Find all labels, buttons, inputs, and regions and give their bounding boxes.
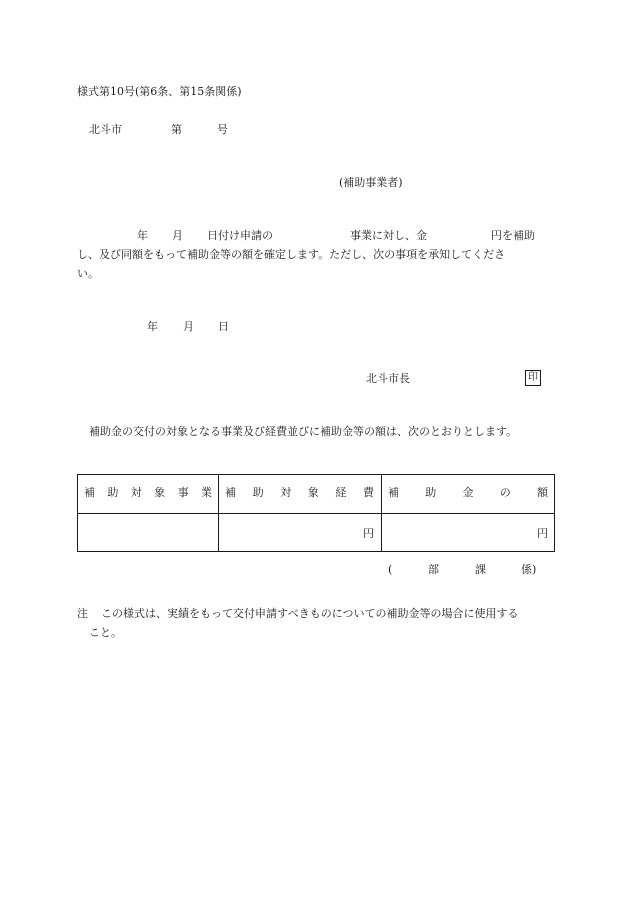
doc-number-go: 号 (217, 123, 228, 136)
note-mark: 注 (77, 607, 88, 620)
header-amount: 補 助 金 の 額 (388, 486, 548, 499)
note-line-2: こと。 (89, 626, 122, 639)
dept-bu: 部 (428, 563, 439, 576)
dept-open: ( (388, 563, 393, 576)
issue-day: 日 (218, 320, 229, 333)
table-col-divider (381, 475, 382, 551)
body-project: 事業に対し、金 (350, 229, 427, 242)
body-month: 月 (172, 229, 183, 242)
note-line-1: この様式は、実績をもって交付申請すべきものについての補助金等の場合に使用する (101, 607, 519, 620)
dept-kakari: 係) (521, 563, 537, 576)
mayor-title: 北斗市長 (366, 372, 410, 385)
body-yen-suffix: 円を補助 (491, 229, 535, 242)
statement: 補助金の交付の対象となる事業及び経費並びに補助金等の額は、次のとおりとします。 (89, 425, 518, 438)
table-col-divider (218, 475, 219, 551)
issue-year: 年 (147, 320, 158, 333)
body-line-3: い。 (77, 267, 99, 280)
body-date-suffix: 日付け申請の (207, 229, 273, 242)
doc-number-dai: 第 (171, 123, 182, 136)
issuer-name: 北斗市 (89, 123, 122, 136)
dept-ka: 課 (475, 563, 486, 576)
header-project: 補 助 対 象 事 業 (84, 486, 212, 499)
seal-mark: 印 (525, 370, 541, 386)
subsidy-table (77, 474, 555, 552)
recipient-label: (補助事業者) (339, 176, 403, 189)
expense-yen: 円 (363, 527, 374, 540)
form-number: 様式第10号(第6条、第15条関係) (77, 85, 242, 98)
issue-month: 月 (183, 320, 194, 333)
header-expense: 補 助 対 象 経 費 (225, 486, 374, 499)
amount-yen: 円 (537, 527, 548, 540)
body-line-2: し、及び同額をもって補助金等の額を確定します。ただし、次の事項を承知してくださ (77, 248, 506, 261)
table-row-divider (78, 513, 554, 514)
body-year: 年 (137, 229, 148, 242)
